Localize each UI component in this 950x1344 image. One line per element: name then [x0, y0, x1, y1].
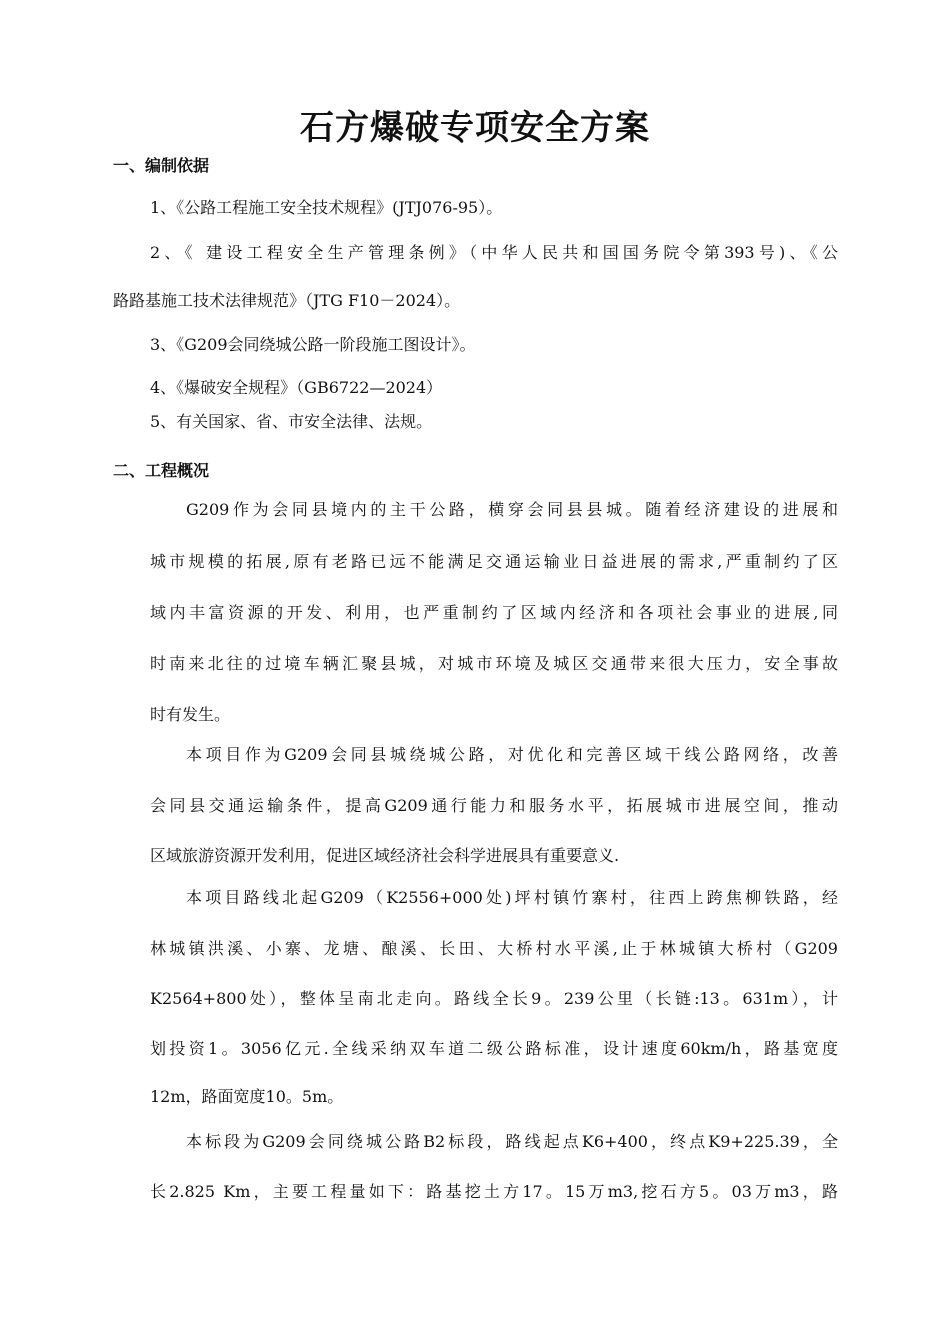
basis-item-2-line-2: 路路基施工技术法律规范》（JTG F10－2024）。 — [113, 291, 461, 310]
overview-para-2-line-3: 区域旅游资源开发利用，促进区域经济社会科学进展具有重要意义. — [150, 846, 620, 865]
basis-item-4: 4、《爆破安全规程》（GB6722—2024） — [150, 378, 443, 397]
basis-item-2-line-1: 2、《 建设工程安全生产管理条例》（中华人民共和国国务院令第393号)、《公 — [150, 243, 838, 262]
overview-para-1-line-5: 时有发生。 — [150, 705, 231, 724]
basis-item-3: 3、《G209会同绕城公路一阶段施工图设计》。 — [150, 335, 476, 354]
basis-item-5: 5、有关国家、省、市安全法律、法规。 — [150, 412, 433, 431]
section-heading-overview: 二、工程概况 — [113, 461, 210, 480]
overview-para-2-line-1: 本项目作为G209会同县城绕城公路，对优化和完善区域干线公路网络，改善 — [186, 745, 838, 764]
overview-para-3-line-4: 划投资1。3056亿元.全线采纳双车道二级公路标准，设计速度60km/h，路基宽度 — [150, 1039, 838, 1058]
overview-para-1-line-2: 城市规模的拓展,原有老路已远不能满足交通运输业日益进展的需求,严重制约了区 — [150, 552, 838, 571]
document-title: 石方爆破专项安全方案 — [300, 108, 650, 148]
overview-para-1-line-4: 时南来北往的过境车辆汇聚县城，对城市环境及城区交通带来很大压力，安全事故 — [150, 654, 838, 673]
overview-para-1-line-3: 域内丰富资源的开发、利用，也严重制约了区域内经济和各项社会事业的进展,同 — [150, 603, 838, 622]
overview-para-1-line-1: G209作为会同县境内的主干公路，横穿会同县县城。随着经济建设的进展和 — [186, 500, 838, 519]
overview-para-4-line-1: 本标段为G209会同绕城公路B2标段，路线起点K6+400，终点K9+225.39，全 — [186, 1132, 838, 1151]
overview-para-3-line-1: 本项目路线北起G209（K2556+000处)坪村镇竹寨村，往西上跨焦柳铁路，经 — [186, 888, 838, 907]
basis-item-1: 1、《公路工程施工安全技术规程》(JTJ076-95）。 — [150, 198, 503, 217]
overview-para-2-line-2: 会同县交通运输条件，提高G209通行能力和服务水平，拓展城市进展空间，推动 — [150, 796, 838, 815]
overview-para-3-line-5: 12m，路面宽度10。5m。 — [150, 1087, 344, 1106]
overview-para-3-line-3: K2564+800处），整体呈南北走向。路线全长9。239公里（长链:13。631m），计 — [150, 989, 838, 1008]
section-heading-basis: 一、编制依据 — [113, 156, 210, 175]
overview-para-4-line-2: 长2.825 Km，主要工程量如下：路基挖土方17。15万m3,挖石方5。03万m3，路 — [150, 1182, 838, 1201]
overview-para-3-line-2: 林城镇洪溪、小寨、龙塘、酿溪、长田、大桥村水平溪,止于林城镇大桥村（G209 — [150, 939, 838, 958]
